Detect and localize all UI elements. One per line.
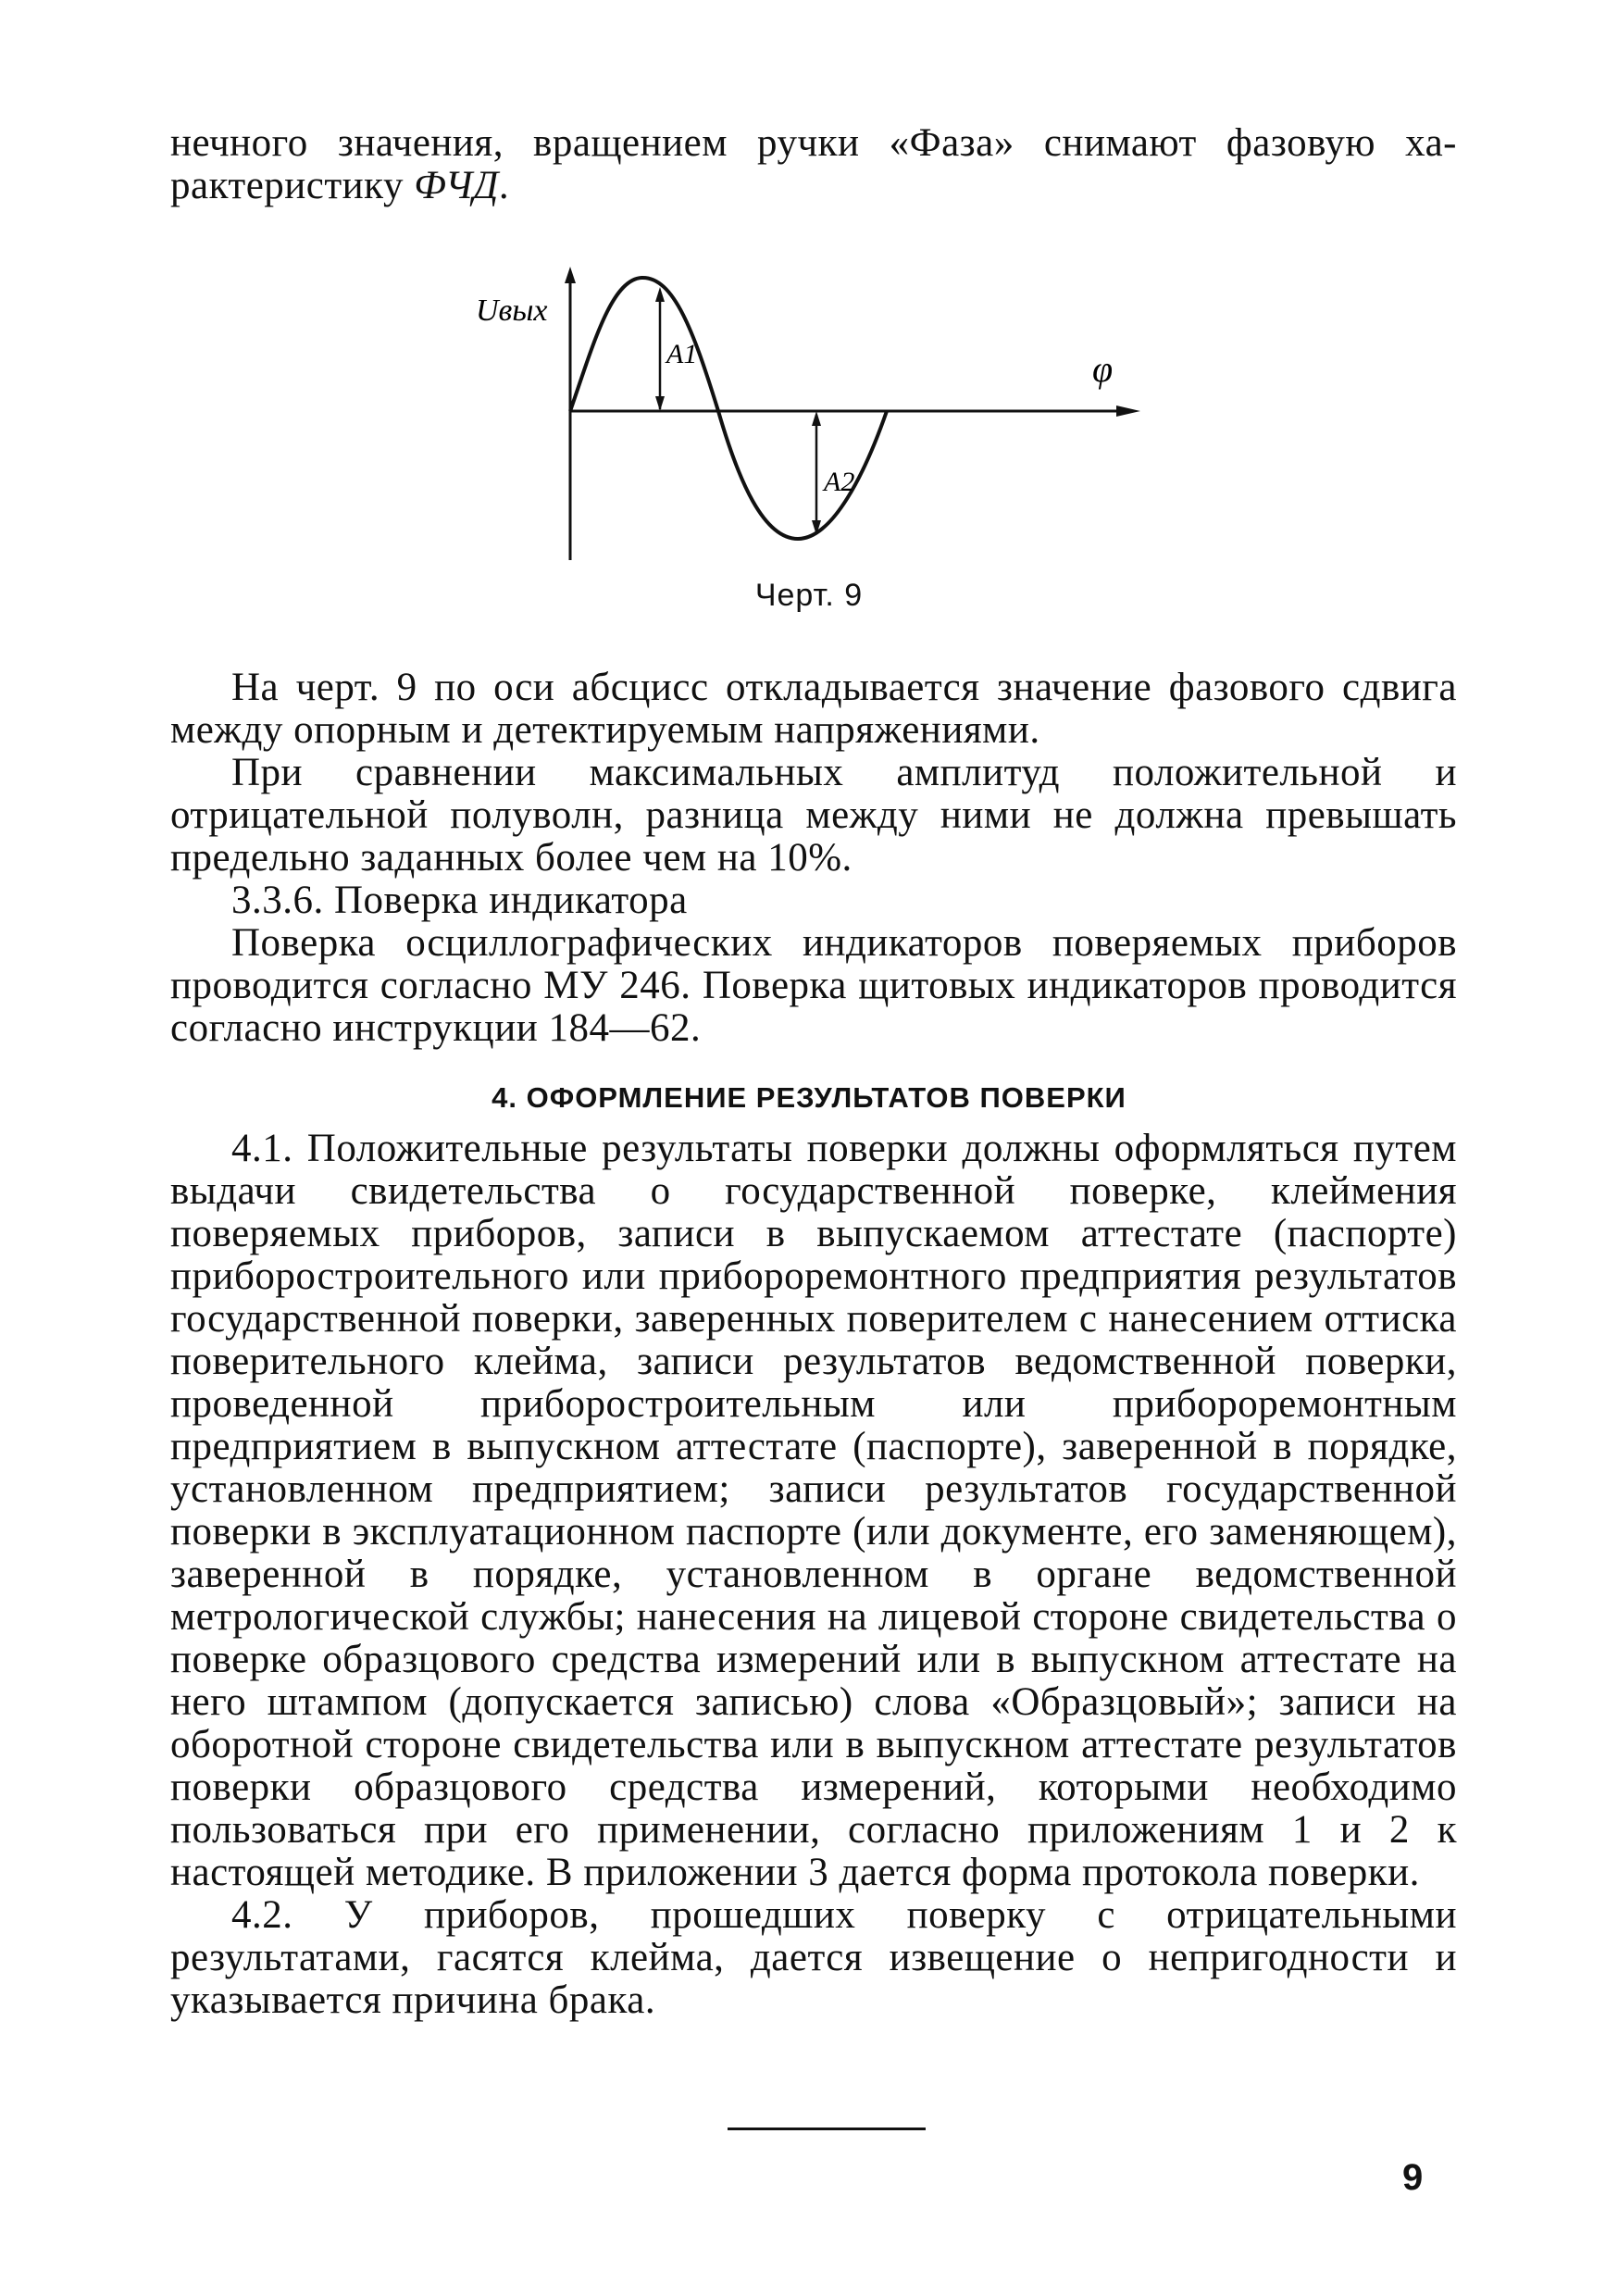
- page-number: 9: [1402, 2157, 1424, 2198]
- intro-line-2: [170, 165, 1457, 207]
- intro-line-1: нечного значения, вращением ручки «Фаза» снимают фазовую ха-: [170, 121, 1457, 165]
- a1-label: A1: [666, 339, 698, 369]
- a1-arrow-head-bottom: [655, 396, 665, 411]
- x-axis-arrow: [1116, 406, 1140, 417]
- intro-line-2-text: рактеристику: [170, 164, 415, 207]
- section-heading: 4. ОФОРМЛЕНИЕ РЕЗУЛЬТАТОВ ПОВЕРКИ: [492, 1081, 1126, 1114]
- intro-paragraph: [170, 122, 1457, 207]
- paragraph-4-2: 4.2. У приборов, прошедших поверку с отрицательными результатами, гасятся клейма, дается извещение о непригодности и указывается причина брака.: [170, 1893, 1457, 2022]
- phase-characteristic-figure: [444, 259, 1185, 574]
- paragraph-indicator-check: Поверка осциллографических индикаторов поверяемых приборов проводится согласно МУ 246. Поверка щитовых индикаторов проводится согласно инструкции 184—62.: [170, 921, 1457, 1050]
- footer-rule: [728, 2128, 926, 2130]
- paragraph-amplitudes: При сравнении максимальных амплитуд положительной и отрицательной полуволн, разница между ними не должна превышать предельно заданных более чем на 10%.: [170, 751, 1457, 880]
- a2-arrow-head-top: [812, 411, 821, 426]
- x-axis-label: φ: [1092, 348, 1114, 390]
- a1-arrow-head-top: [655, 287, 665, 302]
- figure-caption: Черт. 9: [754, 578, 864, 613]
- a2-label: A2: [824, 467, 855, 497]
- intro-abbreviation: ФЧД: [414, 164, 499, 207]
- y-axis-label: Uвых: [476, 293, 548, 328]
- subsection-title-indicator: 3.3.6. Поверка индикатора: [231, 879, 688, 922]
- intro-line-2-end: .: [498, 164, 510, 207]
- sine-curve: [570, 278, 887, 539]
- paragraph-4-1: 4.1. Положительные результаты поверки должны оформляться путем выдачи свидетельства о государственной поверке, клеймения поверяемых приборов, записи в выпускаемом аттестате (паспорте) приборостроительного или прибороремонтного предприятия результатов государственной поверки, заверенных поверителем с нанесением оттиска поверительного клейма, записи результатов ведомственной поверки, проведенной приборостроительным или прибороремонтным предприятием в выпускном аттестате (паспорте), заверенной в порядке, установленном предприятием; записи результатов государственной поверки в эксплуатационном паспорте (или документе, его заменяющем), заверенной в порядке, установленном в органе ведомственной метрологической службы; нанесения на лицевой стороне свидетельства о поверке образцового средства измерений или в выпускном аттестате на него штампом (допускается записью) слова «Образцовый»; записи на оборотной стороне свидетельства или в выпускном аттестате результатов поверки образцового средства измерений, которыми необходимо пользоваться при его применении, согласно приложениям 1 и 2 к настоящей методике. В приложении 3 дается форма протокола поверки.: [170, 1127, 1457, 1894]
- body-text: [170, 667, 1457, 1050]
- section-body: [170, 1128, 1457, 2022]
- paragraph-abscissa: На черт. 9 по оси абсцисс откладывается значение фазового сдвига между опорным и детектируемым напряжениями.: [170, 666, 1457, 752]
- y-axis-arrow: [565, 267, 576, 283]
